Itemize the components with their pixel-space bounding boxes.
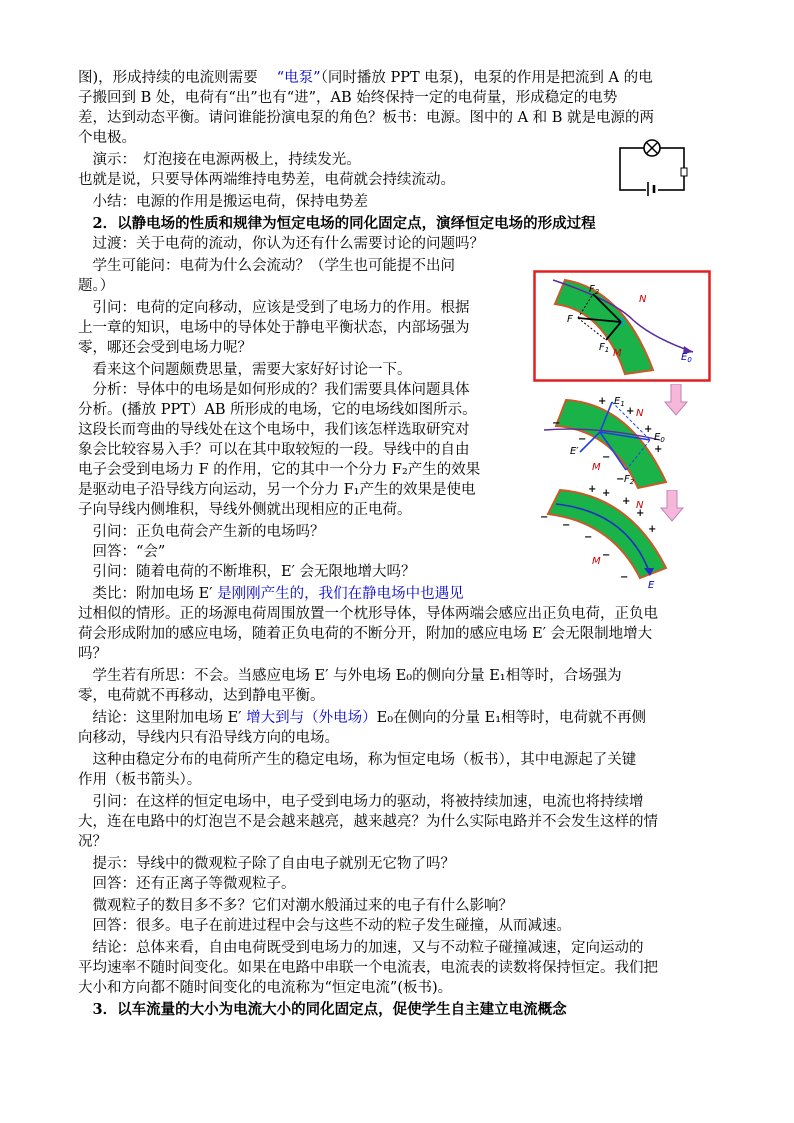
text-segment: 结论：总体来看，自由电荷既受到电场力的加速，又与不动粒子碰撞减速，定向运动的 [78, 940, 644, 956]
circuit-diagram [612, 138, 692, 196]
text-segment: 也就是说，只要导体两端维持电势差，电荷就会持续流动。 [78, 172, 455, 188]
text-line [78, 686, 325, 706]
text-line [78, 192, 368, 212]
text-segment: 吗？ [78, 646, 107, 662]
text-segment: 类比：附加电场 E′ [78, 586, 218, 602]
svg-text:E1: $E_1$ [614, 396, 625, 408]
text-line [78, 128, 136, 148]
text-segment: 演示： 灯泡接在电源两极上，持续发光。 [78, 152, 361, 168]
svg-text:+: + [602, 488, 611, 499]
text-segment: 3．以车流量的大小为电流大小的同化固定点，促使学生自主建立电流概念 [78, 1001, 567, 1018]
svg-text:+: + [622, 496, 631, 507]
text-line [78, 624, 652, 644]
text-line [78, 584, 464, 604]
text-segment: 过相似的情形。正的场源电荷周围放置一个枕形导体，导体两端会感应出正负电荷，正负电 [78, 606, 658, 622]
text-segment: 回答：还有正离子等微观粒子。 [78, 876, 296, 892]
text-segment: 平均速率不随时间变化。如果在电路中串联一个电流表，电流表的读数将保持恒定。我们把 [78, 960, 658, 976]
svg-text:−: − [616, 474, 625, 485]
text-line [78, 854, 455, 874]
text-line [78, 874, 296, 894]
text-segment: 大小和方向都不随时间变化的电流称为“恒定电流”(板书)。 [78, 980, 453, 996]
text-line [78, 792, 644, 812]
text-line [78, 542, 165, 562]
text-segment: 象会比较容易入手？可以在其中取较短的一段。导线中的自由 [78, 442, 470, 458]
svg-text:+: + [654, 444, 663, 455]
text-line [78, 916, 571, 936]
svg-text:−: − [620, 572, 629, 583]
text-segment: 这段长而弯曲的导线处在这个电场中，我们该怎样选取研究对 [78, 422, 470, 438]
text-line [78, 338, 252, 358]
text-segment: 大，连在电路中的灯泡岂不是会越来越亮，越来越亮？为什么实际电路并不会发生这样的情 [78, 814, 658, 830]
text-segment: 子搬回到 B 处，电荷有“出”也有“进”，AB 始终保持一定的电荷量，形成稳定的电势 [78, 90, 618, 106]
text-line [78, 108, 654, 128]
text-line [78, 256, 455, 276]
svg-text:+: + [644, 424, 653, 435]
text-segment: 向移动，导线内只有沿导线方向的电场。 [78, 730, 339, 746]
text-segment: 2．以静电场的性质和规律为恒定电场的同化固定点，演绎恒定电场的形成过程 [78, 215, 596, 232]
text-segment: 结论：这里附加电场 E′ [78, 710, 247, 726]
text-segment: 回答：很多。电子在前进过程中会与这些不动的粒子发生碰撞，从而减速。 [78, 918, 571, 934]
text-segment: 过渡：关于电荷的流动，你认为还有什么需要讨论的问题吗？ [78, 236, 484, 252]
text-line [78, 276, 114, 296]
text-segment: 零，电荷就不再移动，达到静电平衡。 [78, 688, 325, 704]
text-line [78, 460, 480, 480]
text-line [78, 562, 415, 582]
text-line [78, 400, 477, 420]
svg-text:+: + [648, 524, 657, 535]
text-segment: 提示：导线中的微观粒子除了自由电子就别无它物了吗？ [78, 856, 455, 872]
highlighted-text: 是刚刚产生的，我们在静电场中也遇见 [217, 586, 464, 602]
text-segment: 引问：在这样的恒定电场中，电子受到电场力的驱动，将被持续加速，电流也将持续增 [78, 794, 644, 810]
text-line [78, 440, 470, 460]
svg-text:E0: $E_0$ [681, 352, 692, 364]
text-line [78, 500, 412, 520]
svg-text:N: N [636, 408, 644, 419]
text-segment: （同时播放 PPT 电泵)，电泵的作用是把流到 A 的电 [320, 70, 653, 86]
text-line [78, 214, 596, 234]
svg-text:F2: $F_2$ [589, 284, 600, 296]
text-segment: 引问：随着电荷的不断堆积，E′ 会无限地增大吗？ [78, 564, 416, 580]
text-segment: 电子会受到电场力 F 的作用，它的其中一个分力 F₂产生的效果 [78, 462, 481, 478]
svg-text:M: M [592, 462, 601, 473]
text-segment: 学生可能问：电荷为什么会流动？（学生也可能提不出问 [78, 258, 455, 274]
svg-text:−: − [562, 520, 571, 531]
text-segment: 回答：“会” [78, 544, 166, 560]
svg-text:N: N [636, 500, 644, 511]
svg-text:E: E [648, 580, 655, 591]
text-line [78, 750, 636, 770]
force-decomposition-figure [533, 270, 711, 382]
svg-text:+: + [598, 396, 607, 407]
text-line [78, 708, 646, 728]
text-line [78, 480, 475, 500]
svg-text:−: − [602, 452, 611, 463]
text-segment: 上一章的知识，电场中的导体处于静电平衡状态，内部场强为 [78, 320, 470, 336]
text-line [78, 938, 644, 958]
text-line [78, 896, 513, 916]
text-line [78, 522, 325, 542]
text-segment: 引问：正负电荷会产生新的电场吗？ [78, 524, 325, 540]
text-segment: 这种由稳定分布的电荷所产生的稳定电场，称为恒定电场（板书），其中电源起了关键 [78, 752, 637, 768]
text-segment: 零，哪还会受到电场力呢？ [78, 340, 252, 356]
highlighted-text: 增大到与（外电场） [246, 710, 377, 726]
svg-text:F2: $F_2$ [624, 474, 635, 486]
text-segment: 题。） [78, 278, 115, 294]
highlighted-text: “电泵” [276, 70, 321, 86]
text-segment: 个电极。 [78, 130, 136, 146]
text-line [78, 68, 653, 88]
svg-text:F: F [567, 314, 573, 325]
text-segment: 图)，形成持续的电流则需要 [78, 70, 277, 86]
svg-text:−: − [578, 434, 587, 445]
text-segment: 引问：电荷的定向移动，应该是受到了电场力的作用。根据 [78, 300, 470, 316]
text-line [78, 812, 658, 832]
text-segment: 荷会形成附加的感应电场，随着正负电荷的不断分开，附加的感应电场 E′ 会无限制地增大 [78, 626, 653, 642]
svg-text:E0: $E_0$ [654, 432, 665, 444]
text-line [78, 832, 107, 852]
text-line [78, 666, 622, 686]
svg-text:M: M [592, 556, 601, 567]
text-line [78, 728, 339, 748]
text-segment: 微观粒子的数目多不多？它们对潮水般涌过来的电子有什么影响？ [78, 898, 513, 914]
svg-text:+: + [588, 484, 597, 495]
text-line [78, 150, 361, 170]
svg-text:−: − [540, 512, 549, 523]
svg-text:N: N [639, 294, 647, 305]
text-line [78, 644, 107, 664]
text-segment: 差，达到动态平衡。请问谁能扮演电泵的角色？板书：电源。图中的 A 和 B 就是电源的两 [78, 110, 655, 126]
text-segment: 分析。(播放 PPT）AB 所形成的电场，它的电场线如图所示。 [78, 402, 477, 418]
text-segment: 子向导线内侧堆积，导线外侧就出现相应的正电荷。 [78, 502, 412, 518]
text-segment: E₀在侧向的分量 E₁相等时，电荷就不再侧 [376, 710, 647, 726]
text-segment: 分析：导体中的电场是如何形成的？我们需要具体问题具体 [78, 382, 470, 398]
text-segment: 看来这个问题颇费思量，需要大家好好讨论一下。 [78, 362, 412, 378]
svg-text:−: − [602, 550, 611, 561]
text-line [78, 1000, 567, 1020]
text-line [78, 360, 412, 380]
svg-text:M: M [613, 348, 622, 359]
svg-text:E′: E′ [570, 446, 579, 457]
text-segment: 作用（板书箭头）。 [78, 772, 202, 788]
text-line [78, 318, 470, 338]
text-line [78, 234, 484, 254]
text-segment: 况？ [78, 834, 107, 850]
svg-text:−: − [552, 418, 561, 429]
text-line [78, 298, 470, 318]
field-superposition-figure [540, 390, 670, 490]
svg-text:F1: $F_1$ [599, 342, 610, 354]
text-segment: 学生若有所思：不会。当感应电场 E′ 与外电场 E₀的侧向分量 E₁相等时，合场强为 [78, 668, 622, 684]
text-line [78, 978, 452, 998]
text-line [78, 770, 201, 790]
text-line [78, 170, 455, 190]
text-segment: 是驱动电子沿导线方向运动，另一个分力 F₁产生的效果是使电 [78, 482, 476, 498]
text-line [78, 420, 470, 440]
text-line [78, 88, 617, 108]
svg-text:−: − [584, 532, 593, 543]
svg-text:+: + [636, 508, 645, 519]
text-line [78, 958, 658, 978]
text-line [78, 380, 470, 400]
text-segment: 小结：电源的作用是搬运电荷，保持电势差 [78, 194, 368, 210]
steady-field-figure [540, 482, 670, 594]
svg-text:+: + [626, 406, 635, 417]
text-line [78, 604, 658, 624]
